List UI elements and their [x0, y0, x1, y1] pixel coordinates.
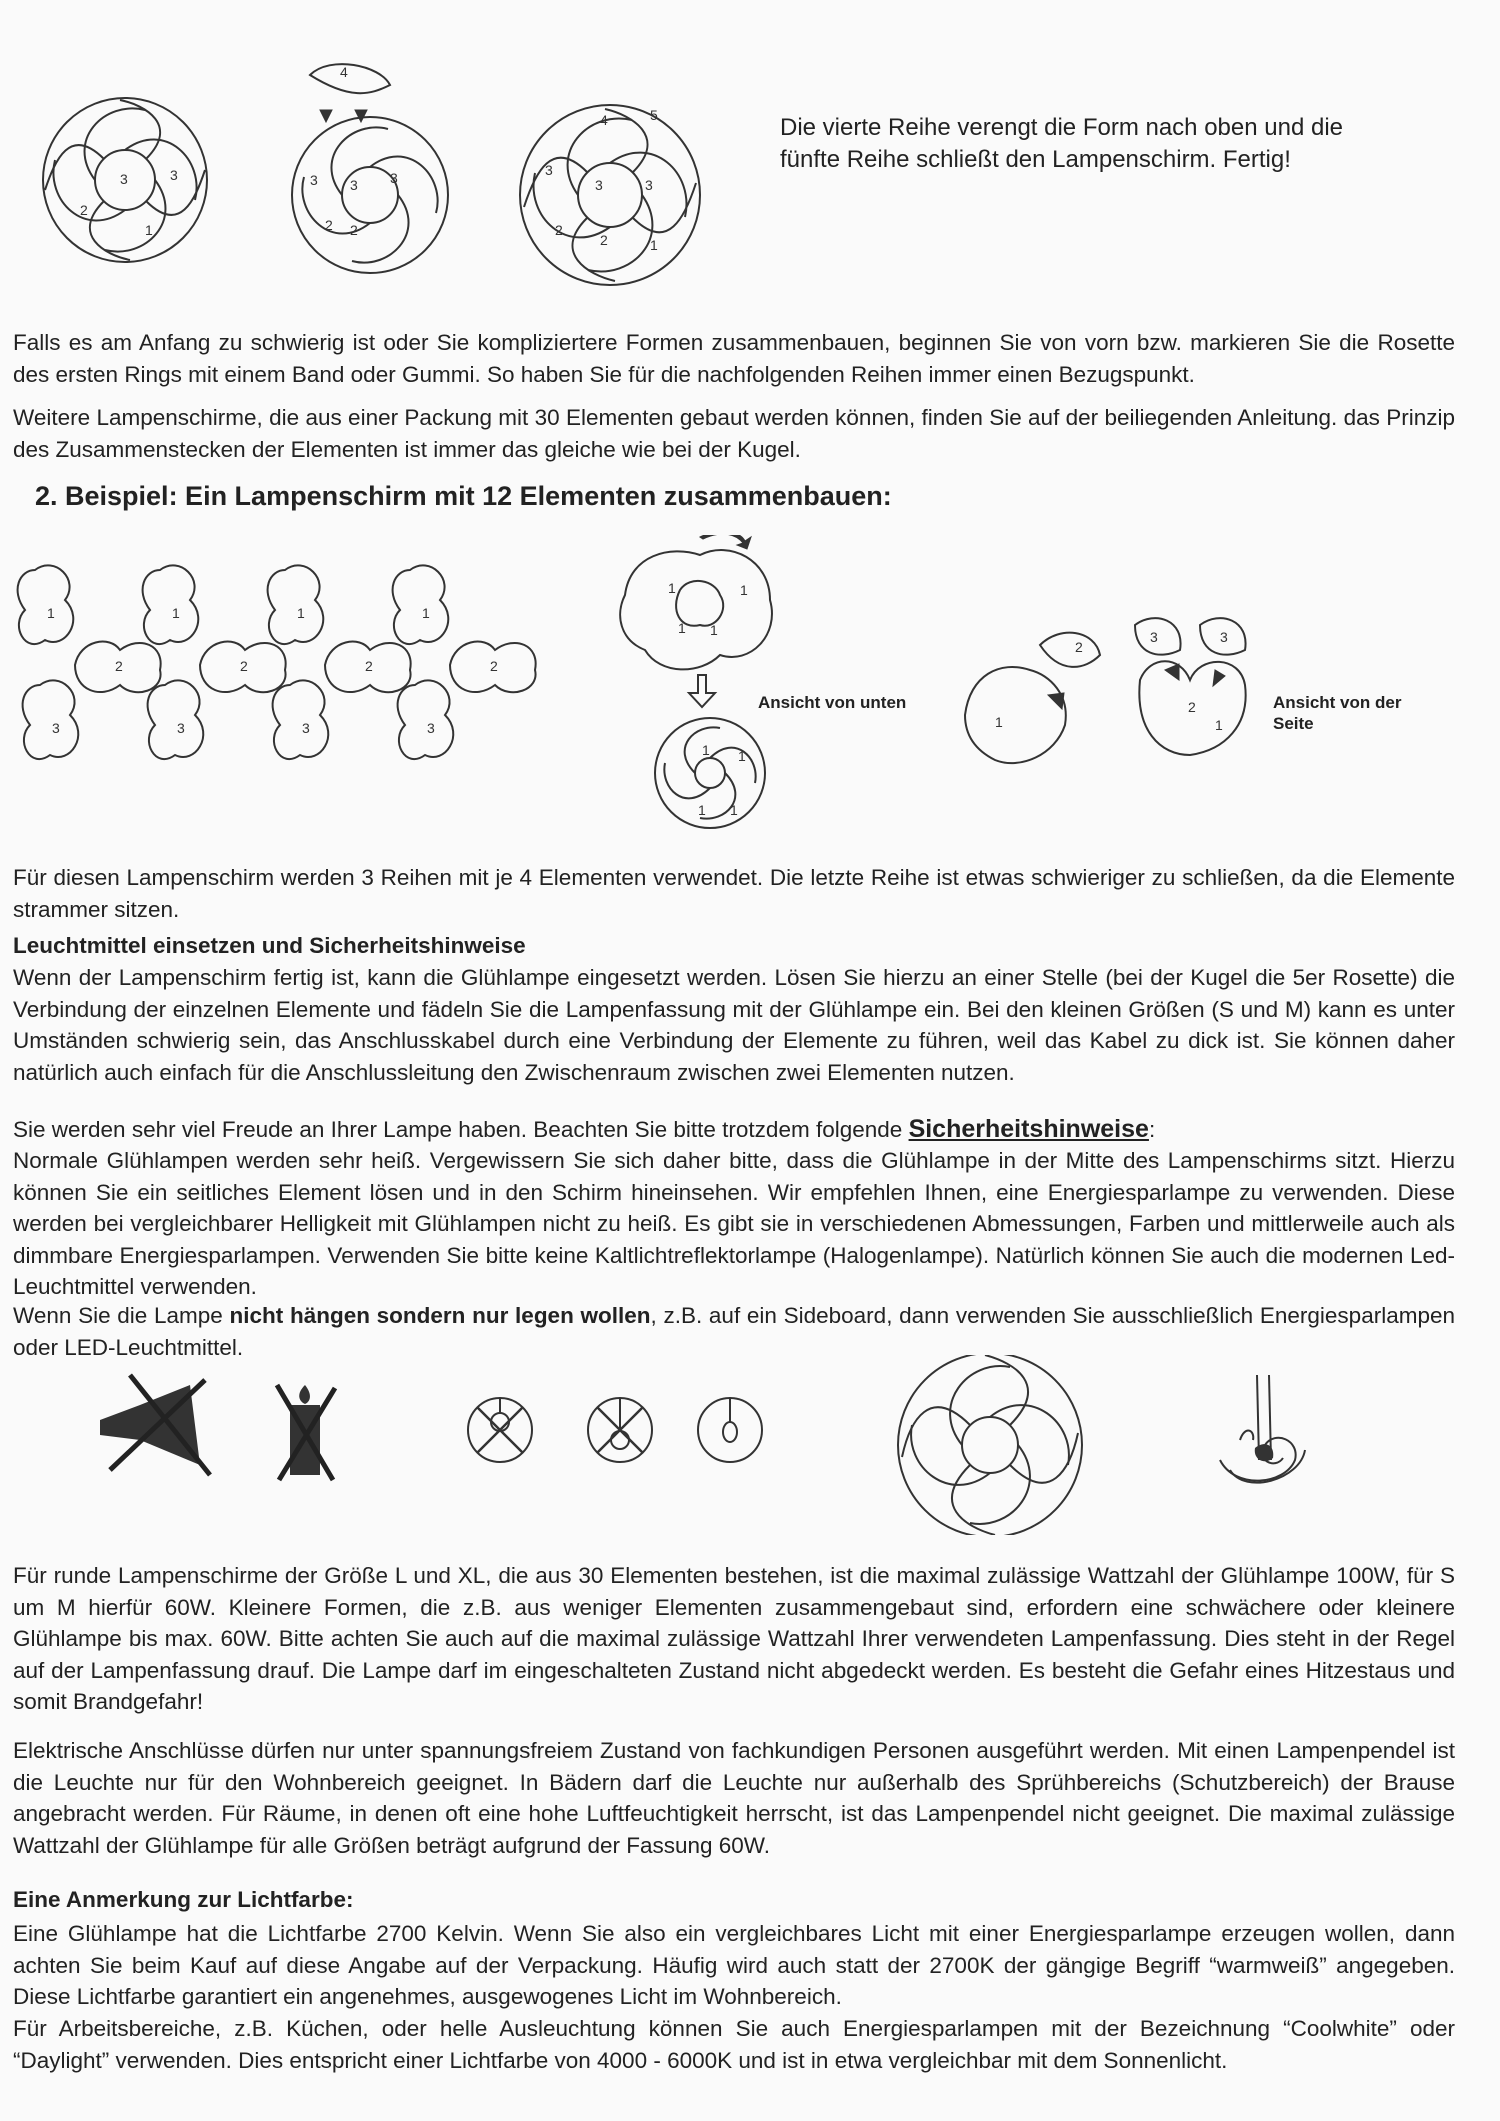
no-candle-icon: [277, 1385, 335, 1480]
intro-line1: Die vierte Reihe verengt die Form nach oben und die: [780, 114, 1343, 141]
safety-body: Normale Glühlampen werden sehr heiß. Vergewissern Sie sich daher bitte, dass die Glühlampe in der Mitte des Lampenschirms sitzt. Hierzu können Sie ein seitliches Element lösen und in den Schirm hineinsehen. Wir empfehlen Ihnen, eine Energiesparlampe zu verwenden. Diese werden bei vergleichbarer Helligkeit mit Glühlampen nicht zu heiß. Es gibt sie in verschiedenen Abmessungen, Farben und mittlerweile auch als dimmbare Energiesparlampen. Verwenden Sie bitte keine Kaltlichtreflektorlampe (Halogenlampe). Natürlich können Sie auch die modernen Led-Leuchtmittel verwenden.: [13, 1148, 1455, 1299]
paragraph-light-color-1: Eine Glühlampe hat die Lichtfarbe 2700 Kelvin. Wenn Sie also ein vergleichbares Licht mit einer Energiesparlampe erzeugen wollen, dann achten Sie beim Kauf auf diese Angabe auf der Verpackung. Häufig wird auch statt der 2700K der gängige Begriff “warmweiß” angegeben. Diese Lichtfarbe garantiert ein angenehmes, ausgewogenes Licht im Wohnbereich.: [13, 1921, 1455, 2009]
element-number: 1: [422, 605, 430, 621]
svg-text:3: 3: [545, 162, 553, 178]
svg-text:4: 4: [600, 112, 608, 128]
element-number: 1: [297, 605, 305, 621]
no-bulb-standing-icon: [588, 1398, 652, 1462]
element-number: 3: [427, 720, 435, 736]
safety-keyword: Sicherheitshinweise: [908, 1115, 1149, 1143]
element-number: 1: [698, 802, 706, 818]
side-view-caption-line2: Seite: [1273, 714, 1314, 733]
element-number: 1: [1215, 717, 1223, 733]
svg-text:5: 5: [650, 107, 658, 123]
svg-text:2: 2: [600, 232, 608, 248]
bulb-section-heading: Leuchtmittel einsetzen und Sicherheitshinweise: [13, 933, 526, 958]
safety-colon: :: [1148, 1117, 1156, 1142]
svg-text:3: 3: [350, 177, 358, 193]
example2-figures: [10, 535, 1460, 835]
cable-swirl-icon: [1220, 1375, 1305, 1483]
top-assembly-figures: [30, 55, 730, 295]
element-number: 3: [1150, 629, 1158, 645]
side-view-figure-2: [1135, 618, 1246, 755]
element-number: 1: [702, 742, 710, 758]
svg-text:4: 4: [340, 64, 348, 80]
element-number: 2: [1188, 699, 1196, 715]
element-number: 2: [365, 658, 373, 674]
light-color-heading: Eine Anmerkung zur Lichtfarbe:: [13, 1887, 354, 1912]
element-number: 2: [240, 658, 248, 674]
element-number: 1: [678, 620, 686, 636]
svg-text:1: 1: [650, 237, 658, 253]
svg-text:2: 2: [350, 222, 358, 238]
svg-text:3: 3: [310, 172, 318, 188]
element-number: 1: [172, 605, 180, 621]
intro-text: [780, 112, 1343, 176]
side-view-caption: [1273, 692, 1401, 734]
assembly-figure-row4: [43, 98, 207, 262]
svg-text:3: 3: [645, 177, 653, 193]
element-number: 2: [490, 658, 498, 674]
safety-intro: [13, 1114, 1455, 1146]
paragraph-more-shades: Weitere Lampenschirme, die aus einer Packung mit 30 Elementen gebaut werden können, finden Sie auf der beiliegenden Anleitung. das Prinzip des Zusammenstecken der Elementen ist immer das gleiche wie bei der Kugel.: [13, 405, 1455, 462]
element-number: 3: [52, 720, 60, 736]
svg-text:3: 3: [390, 170, 398, 186]
intro-line2: fünfte Reihe schließt den Lampenschirm. Fertig!: [780, 146, 1291, 173]
safety-intro-text: Sie werden sehr viel Freude an Ihrer Lampe haben. Beachten Sie bitte trotzdem folgende: [13, 1117, 903, 1142]
svg-text:2: 2: [555, 222, 563, 238]
safety-lay-post: , z.B. auf ein Sideboard, dann verwenden Sie ausschließlich Energiesparlampen oder LED-Leuchtmittel.: [13, 1303, 1455, 1360]
side-view-figure-1: [965, 633, 1100, 763]
svg-text:1: 1: [145, 222, 153, 238]
element-number: 2: [115, 658, 123, 674]
elements-layout-figure: [18, 565, 536, 759]
svg-text:3: 3: [595, 177, 603, 193]
svg-text:2: 2: [80, 202, 88, 218]
bottom-view-caption: Ansicht von unten: [758, 693, 907, 712]
no-halogen-reflector-icon: [100, 1375, 210, 1475]
svg-text:3: 3: [120, 171, 128, 187]
bulb-centered-allowed-icon: [698, 1398, 762, 1462]
rosette-bottom-figure: [655, 718, 765, 828]
side-view-caption-line1: Ansicht von der: [1273, 693, 1402, 712]
assembly-figure-row5-insert: [292, 64, 448, 273]
example2-heading: 2. Beispiel: Ein Lampenschirm mit 12 Elementen zusammenbauen:: [35, 481, 892, 511]
element-number: 1: [738, 748, 746, 764]
paragraph-difficult: Falls es am Anfang zu schwierig ist oder Sie kompliziertere Formen zusammenbauen, beginnen Sie von vorn bzw. markieren Sie die Rosette des ersten Rings mit einem Band oder Gummi. So haben Sie für die nachfolgenden Reihen immer einen Bezugspunkt.: [13, 330, 1455, 387]
svg-text:3: 3: [170, 167, 178, 183]
paragraph-light-color-2: Für Arbeitsbereiche, z.B. Küchen, oder helle Ausleuchtung können Sie auch Energiesparlampen mit der Bezeichnung “Coolwhite” oder “Daylight” verwenden. Dies entspricht einer Lichtfarbe von 4000 - 6000K und ist in etwa vergleichbar mit dem Sonnenlicht.: [13, 2016, 1455, 2073]
no-bulb-hanging-icon: [468, 1398, 532, 1462]
element-number: 3: [302, 720, 310, 736]
paragraph-three-rows: Für diesen Lampenschirm werden 3 Reihen mit je 4 Elementen verwendet. Die letzte Reihe ist etwas schwieriger zu schließen, da die Elemente strammer sitzen.: [13, 865, 1455, 922]
rosette-top-figure: [620, 535, 772, 669]
paragraph-bulb-insert: Wenn der Lampenschirm fertig ist, kann die Glühlampe eingesetzt werden. Lösen Sie hierzu an einer Stelle (bei der Kugel die 5er Rosette) die Verbindung der einzelnen Elemente und fädeln Sie die Lampenfassung mit der Glühlampe ein. Bei den kleinen Größen (S und M) kann es unter Umständen schwierig sein, das Anschlusskabel durch eine Verbindung der Elemente zu führen, weil das Kabel zu dick ist. Sie können daher natürlich auch einfach für die Anschlussleitung den Zwischenraum zwischen zwei Elementen nutzen.: [13, 965, 1455, 1085]
down-arrow-icon: [689, 675, 715, 707]
element-number: 3: [1220, 629, 1228, 645]
element-number: 2: [1075, 639, 1083, 655]
safety-lay-bold: nicht hängen sondern nur legen wollen: [229, 1303, 651, 1328]
paragraph-electrical: Elektrische Anschlüsse dürfen nur unter spannungsfreiem Zustand von fachkundigen Personen ausgeführt werden. Mit einen Lampenpendel ist die Leuchte nur für den Wohnbereich geeignet. In Bädern darf die Leuchte nur außerhalb des Sprühbereichs (Schutzbereich) der Brause angebracht werden. Für Räume, in denen oft eine hohe Luftfeuchtigkeit herrscht, ist das Lampenpendel nicht geeignet. Die maximal zulässige Wattzahl der Glühlampe für alle Größen beträgt aufgrund der Fassung 60W.: [13, 1738, 1455, 1858]
element-number: 3: [177, 720, 185, 736]
element-number: 1: [730, 802, 738, 818]
paragraph-wattage: Für runde Lampenschirme der Größe L und XL, die aus 30 Elementen bestehen, ist die maximal zulässige Wattzahl der Glühlampe 100W, für S um M hierfür 60W. Kleinere Formen, die z.B. aus weniger Elementen zusammengebaut sind, erfordern eine schwächere oder kleinere Glühlampe bis max. 60W. Bitte achten Sie auch auf die maximal zulässige Wattzahl Ihrer verwendeten Lampenfassung. Dies steht in der Regel auf der Lampenfassung drauf. Die Lampe darf im eingeschalteten Zustand nicht abgedeckt werden. Es besteht die Gefahr eines Hitzestaus und somit Brandgefahr!: [13, 1563, 1455, 1714]
safety-lay-pre: Wenn Sie die Lampe: [13, 1303, 223, 1328]
svg-text:2: 2: [325, 217, 333, 233]
element-number: 1: [668, 580, 676, 596]
element-number: 1: [710, 622, 718, 638]
element-number: 1: [995, 714, 1003, 730]
assembly-figure-finished: [520, 105, 700, 285]
element-number: 1: [740, 582, 748, 598]
finished-ball-lamp-figure: [898, 1355, 1082, 1535]
safety-icons-row: [90, 1355, 1350, 1535]
element-number: 1: [47, 605, 55, 621]
safety-lay-down: [13, 1300, 1455, 1363]
